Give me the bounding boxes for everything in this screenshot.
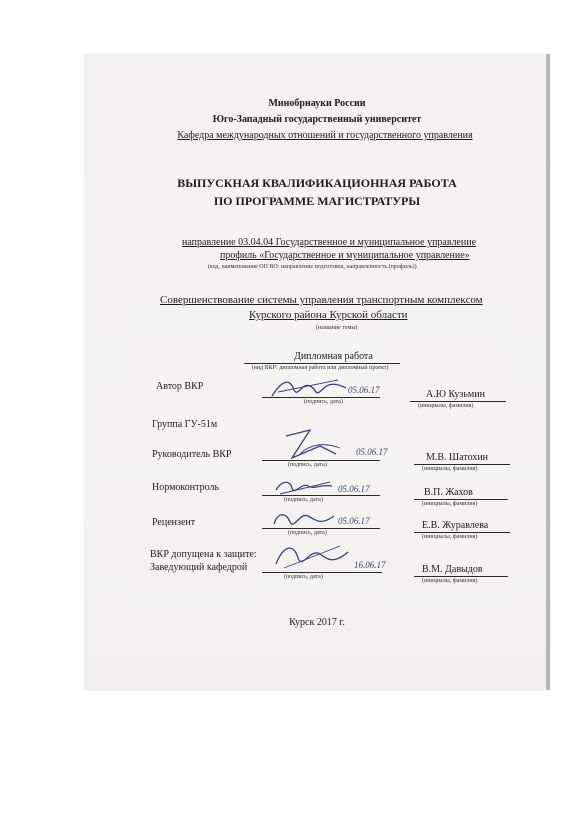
author-signature xyxy=(268,376,350,402)
work-type-caption: (вид ВКР: дипломная работа или дипломный проект) xyxy=(252,365,389,371)
supervisor-sign-date: 05.06.17 xyxy=(356,447,388,457)
author-name: А.Ю Кузьмин xyxy=(426,389,485,400)
head-of-department-name-line xyxy=(414,576,508,577)
reviewer-label: Рецензент xyxy=(152,517,196,528)
admission-sign-date: 16.06.17 xyxy=(354,560,386,570)
author-label: Автор ВКР xyxy=(156,381,204,392)
admission-label: ВКР допущена к защите: xyxy=(150,549,257,560)
normcontrol-name: В.П. Жахов xyxy=(424,487,473,498)
city-year: Курск 2017 г. xyxy=(289,617,345,628)
normcontrol-sign-caption: (подпись, дата) xyxy=(284,497,323,503)
university-heading: Юго-Западный государственный университет xyxy=(212,114,422,125)
head-of-department-signature xyxy=(270,540,354,574)
topic-line1: Совершенствование системы управления транспортным комплексом xyxy=(160,294,483,306)
ministry-heading: Минобрнауки России xyxy=(268,98,366,109)
reviewer-signature xyxy=(270,506,340,532)
normcontrol-sign-date: 05.06.17 xyxy=(338,484,370,494)
document-title-line2: ПО ПРОГРАММЕ МАГИСТРАТУРЫ xyxy=(213,194,421,208)
supervisor-name: М.В. Шатохин xyxy=(426,452,489,463)
supervisor-sign-caption: (подпись, дата) xyxy=(288,462,327,468)
work-type-value: Дипломная работа xyxy=(294,351,373,362)
topic-caption: (название темы) xyxy=(316,325,358,331)
normcontrol-signature xyxy=(272,474,338,500)
normcontrol-name-caption: (инициалы, фамилия) xyxy=(422,501,478,507)
profile-line: профиль «Государственное и муниципальное управление» xyxy=(220,250,470,261)
author-name-line xyxy=(410,401,506,402)
supervisor-label: Руководитель ВКР xyxy=(152,449,232,460)
reviewer-name: Е.В. Журавлева xyxy=(422,520,489,531)
supervisor-signature xyxy=(280,424,350,464)
normcontrol-name-line xyxy=(414,499,508,500)
head-of-department-name: В.М. Давыдов xyxy=(422,564,483,575)
admission-sign-caption: (подпись, дата) xyxy=(284,574,323,580)
normcontrol-label: Нормоконтроль xyxy=(152,482,220,493)
reviewer-sign-date: 05.06.17 xyxy=(338,516,370,526)
direction-caption: (код, наименование ОП ВО: направление подготовки, направленность (профиль)) xyxy=(208,264,417,270)
supervisor-name-caption: (инициалы, фамилия) xyxy=(422,466,478,472)
reviewer-name-line xyxy=(414,532,510,533)
direction-line: направление 03.04.04 Государственное и муниципальное управление xyxy=(182,237,477,248)
title-page xyxy=(84,54,550,690)
author-sign-caption: (подпись, дата) xyxy=(304,399,343,405)
head-of-department-label: Заведующий кафедрой xyxy=(150,562,248,573)
reviewer-name-caption: (инициалы, фамилия) xyxy=(422,534,478,540)
group-label: Группа ГУ-51м xyxy=(152,419,218,430)
author-sign-date: 05.06.17 xyxy=(348,385,380,395)
author-name-caption: (инициалы, фамилия) xyxy=(418,403,474,409)
document-title-line1: ВЫПУСКНАЯ КВАЛИФИКАЦИОННАЯ РАБОТА xyxy=(177,176,457,190)
supervisor-name-line xyxy=(414,464,510,465)
department-heading: Кафедра международных отношений и государственного управления xyxy=(177,130,473,141)
topic-line2: Курского района Курской области xyxy=(249,309,408,321)
reviewer-sign-caption: (подпись, дата) xyxy=(288,530,327,536)
work-type-underline xyxy=(244,363,400,364)
head-of-department-name-caption: (инициалы, фамилия) xyxy=(422,578,478,584)
